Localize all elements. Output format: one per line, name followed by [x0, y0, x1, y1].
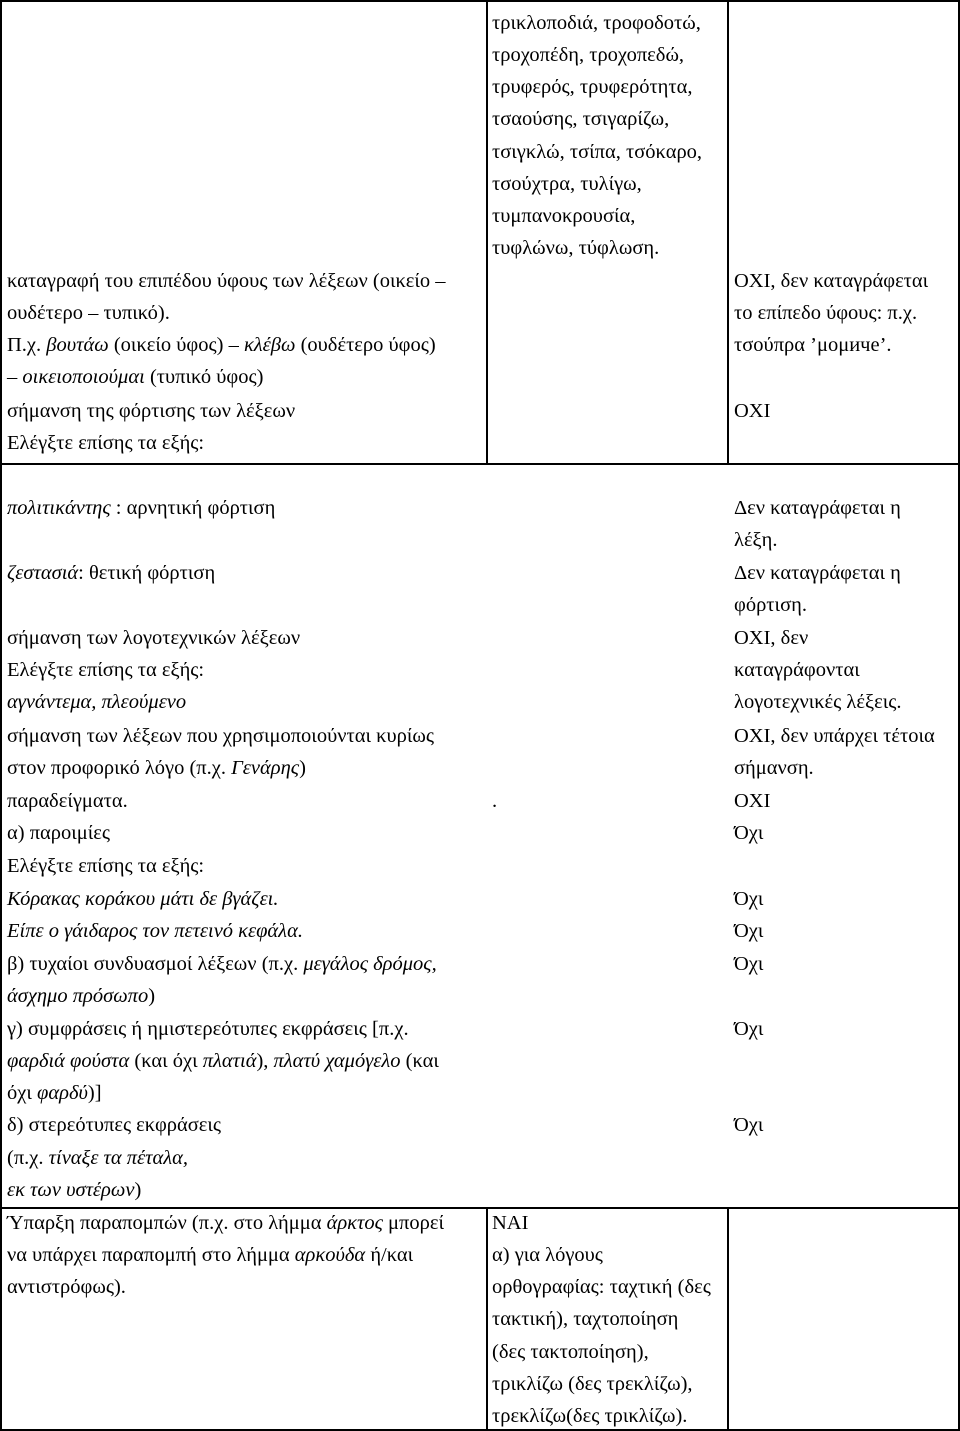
cross-reference-label: αντιστρόφως). — [7, 1276, 126, 1298]
oral-usage-label: σήμανση των λέξεων που χρησιμοποιούνται κυρίως — [7, 725, 434, 747]
collocations-example: άσχημο πρόσωπο) — [7, 985, 156, 1007]
proverbs-answer: Όχι — [734, 822, 764, 844]
negative-charge-answer: λέξη. — [734, 529, 778, 551]
word-list-line: τσούχτρα, τυλίγω, — [492, 173, 642, 195]
word-list-line: τσιγκλώ, τσίπα, τσόκαρο, — [492, 141, 703, 163]
positive-charge-example: ζεστασιά: θετική φόρτιση — [7, 562, 216, 584]
literary-examples: αγνάντεμα, πλεούμενο — [7, 691, 187, 713]
charge-answer: ΟΧΙ — [734, 400, 771, 422]
cross-reference-answer: τρεκλίζω(δες τρικλίζω). — [492, 1405, 688, 1427]
cross-reference-answer: τακτική), ταχτοποίηση — [492, 1308, 679, 1330]
literary-label: σήμανση των λογοτεχνικών λέξεων — [7, 627, 301, 649]
divider-col1-top — [486, 0, 488, 463]
semi-fixed-answer: Όχι — [734, 1018, 764, 1040]
border-left — [0, 0, 2, 1431]
proverbs-label: α) παροιμίες — [7, 822, 111, 844]
fixed-expr-example: (π.χ. τίναξε τα πέταλα, — [7, 1147, 188, 1169]
check-also-label: Ελέγξτε επίσης τα εξής: — [7, 659, 205, 681]
oral-usage-answer: σήμανση. — [734, 757, 814, 779]
fixed-expr-answer: Όχι — [734, 1114, 764, 1136]
border-top — [0, 0, 960, 2]
positive-charge-answer: φόρτιση. — [734, 594, 807, 616]
literary-answer: ΟΧΙ, δεν — [734, 627, 809, 649]
style-level-label: καταγραφή του επιπέδου ύφους των λέξεων (οικείο – — [7, 270, 446, 292]
style-level-answer: τσούπρα ’μομиче’. — [734, 334, 892, 356]
divider-col2-top — [727, 0, 729, 463]
fixed-expr-label: δ) στερεότυπες εκφράσεις — [7, 1114, 222, 1136]
style-level-answer: το επίπεδο ύφους: π.χ. — [734, 302, 918, 324]
style-level-label: ουδέτερο – τυπικό). — [7, 302, 170, 324]
charge-label: σήμανση της φόρτισης των λέξεων — [7, 400, 296, 422]
divider-col2-bottom — [727, 1207, 729, 1431]
semi-fixed-example: όχι φαρδύ)] — [7, 1082, 102, 1104]
negative-charge-example: πολιτικάντης : αρνητική φόρτιση — [7, 497, 276, 519]
cross-reference-answer: α) για λόγους — [492, 1244, 603, 1266]
semi-fixed-example: φαρδιά φούστα (και όχι πλατιά), πλατύ χαμόγελο (και — [7, 1050, 439, 1072]
cross-reference-answer: (δες τακτοποίηση), — [492, 1341, 649, 1363]
cross-reference-label: Ύπαρξη παραπομπών (π.χ. στο λήμμα άρκτος μπορεί — [7, 1212, 444, 1234]
word-list-line: τσαούσης, τσιγαρίζω, — [492, 108, 670, 130]
oral-usage-example: στον προφορικό λόγο (π.χ. Γενάρης) — [7, 757, 306, 779]
proverb-answer: Όχι — [734, 920, 764, 942]
positive-charge-answer: Δεν καταγράφεται η — [734, 562, 901, 584]
semi-fixed-label: γ) συμφράσεις ή ημιστερεότυπες εκφράσεις [π.χ. — [7, 1018, 409, 1040]
literary-answer: καταγράφονται — [734, 659, 860, 681]
collocations-label: β) τυχαίοι συνδυασμοί λέξεων (π.χ. μεγάλος δρόμος, — [7, 953, 437, 975]
row-divider-2 — [0, 1207, 960, 1209]
fixed-expr-example: εκ των υστέρων) — [7, 1179, 142, 1201]
word-list-line: τροχοπέδη, τροχοπεδώ, — [492, 44, 685, 66]
word-list-line: τυμπανοκρουσία, — [492, 205, 636, 227]
cross-reference-answer: τρικλίζω (δες τρεκλίζω), — [492, 1373, 693, 1395]
proverb-example: Κόρακας κοράκου μάτι δε βγάζει. — [7, 888, 279, 910]
word-list-line: τυφλώνω, τύφλωση. — [492, 237, 660, 259]
row-divider-1 — [0, 463, 960, 465]
check-also-label: Ελέγξτε επίσης τα εξής: — [7, 855, 205, 877]
style-level-example: Π.χ. βουτάω (οικείο ύφος) – κλέβω (ουδέτερο ύφος) — [7, 334, 436, 356]
examples-mid-mark: . — [492, 790, 498, 812]
negative-charge-answer: Δεν καταγράφεται η — [734, 497, 901, 519]
cross-reference-answer: ΝΑΙ — [492, 1212, 529, 1234]
style-level-example: – οικειοποιούμαι (τυπικό ύφος) — [7, 366, 264, 388]
oral-usage-answer: ΟΧΙ, δεν υπάρχει τέτοια — [734, 725, 935, 747]
word-list-line: τρυφερός, τρυφερότητα, — [492, 76, 693, 98]
proverb-example: Είπε ο γάιδαρος τον πετεινό κεφάλα. — [7, 920, 303, 942]
proverb-answer: Όχι — [734, 888, 764, 910]
cross-reference-answer: ορθογραφίας: ταχτική (δες — [492, 1276, 711, 1298]
literary-answer: λογοτεχνικές λέξεις. — [734, 691, 902, 713]
examples-answer: ΟΧΙ — [734, 790, 771, 812]
style-level-answer: ΟΧΙ, δεν καταγράφεται — [734, 270, 929, 292]
examples-label: παραδείγματα. — [7, 790, 128, 812]
cross-reference-label: να υπάρχει παραπομπή στο λήμμα αρκούδα ή/και — [7, 1244, 414, 1266]
word-list-line: τρικλοποδιά, τροφοδοτώ, — [492, 12, 701, 34]
collocations-answer: Όχι — [734, 953, 764, 975]
check-also-label: Ελέγξτε επίσης τα εξής: — [7, 432, 205, 454]
divider-col1-bottom — [486, 1207, 488, 1431]
